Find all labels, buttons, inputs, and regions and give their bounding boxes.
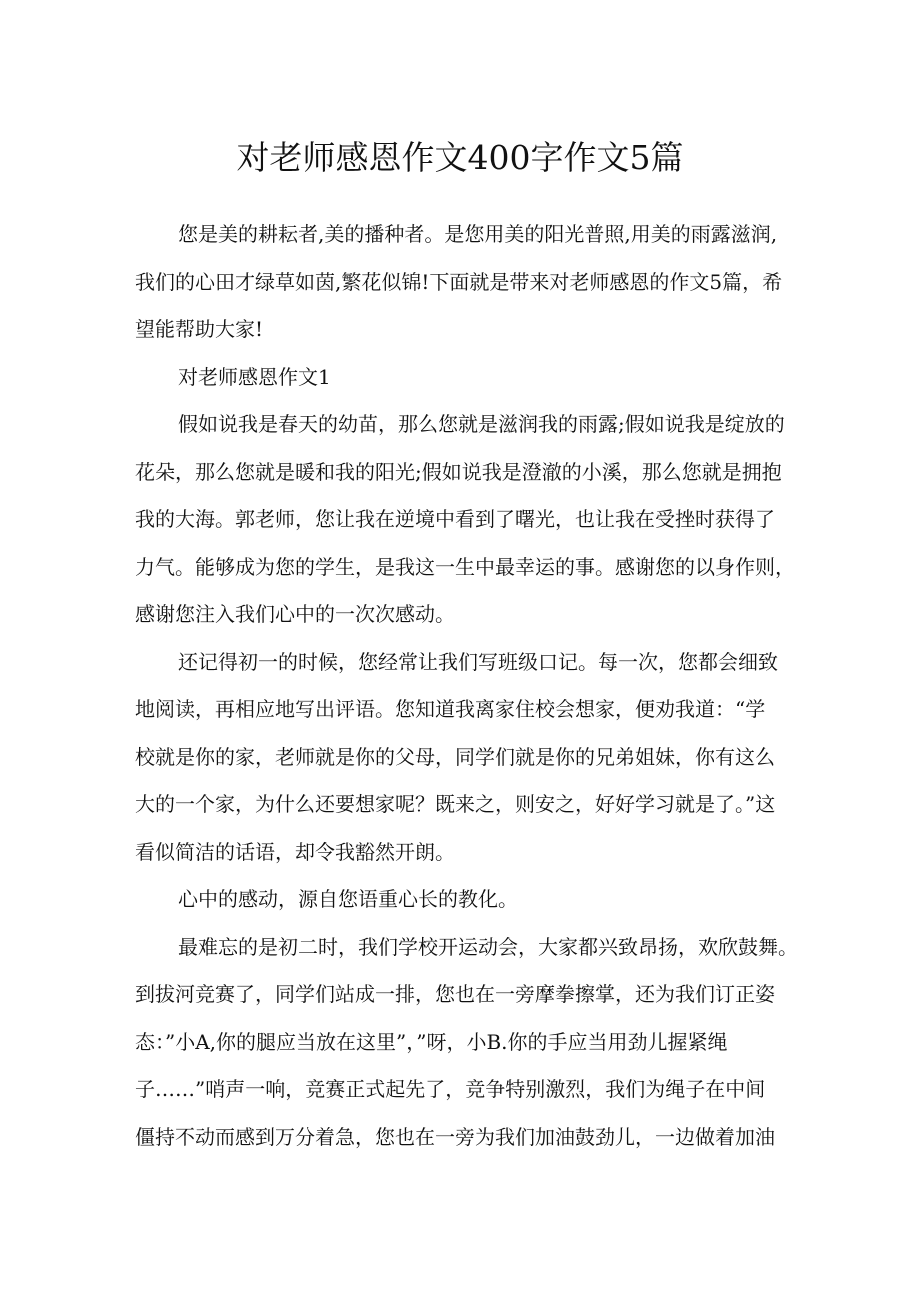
body-line: 态：”小A,你的腿应当放在这里”，”呀，小B.你的手应当用劲儿握紧绳 <box>135 1029 728 1054</box>
document-body <box>135 211 797 1161</box>
body-line: 看似简洁的话语，却令我豁然开朗。 <box>135 839 455 864</box>
body-line: 到拔河竞赛了，同学们站成一排，您也在一旁摩拳擦掌，还为我们订正姿 <box>135 982 775 1006</box>
document-title: 对老师感恩作文400字作文5篇 <box>236 138 684 177</box>
body-line: 僵持不动而感到万分着急，您也在一旁为我们加油鼓劲儿，一边做着加油 <box>135 1124 775 1149</box>
body-line: 望能帮助大家! <box>135 317 264 341</box>
body-line: 您是美的耕耘者,美的播种者。是您用美的阳光普照,用美的雨露滋润, <box>178 222 778 246</box>
body-line: 花朵，那么您就是暖和我的阳光;假如说我是澄澈的小溪，那么您就是拥抱 <box>135 459 782 484</box>
body-line: 力气。能够成为您的学生，是我这一生中最幸运的事。感谢您的以身作则， <box>135 554 795 579</box>
body-line: 还记得初一的时候，您经常让我们写班级口记。每一次，您都会细致 <box>178 649 778 674</box>
body-line: 感谢您注入我们心中的一次次感动。 <box>135 602 455 626</box>
body-line: 假如说我是春天的幼苗，那么您就是滋润我的雨露;假如说我是绽放的 <box>178 412 785 436</box>
body-line: 子……”哨声一响，竞赛正式起先了，竞争特别激烈，我们为绳子在中间 <box>135 1077 766 1101</box>
body-line: 校就是你的家，老师就是你的父母，同学们就是你的兄弟姐妹，你有这么 <box>135 744 775 769</box>
body-line: 大的一个家，为什么还要想家呢？既来之，则安之，好好学习就是了。”这 <box>135 792 776 816</box>
body-line: 最难忘的是初二时，我们学校开运动会，大家都兴致昂扬，欢欣鼓舞。 <box>178 934 798 959</box>
body-line: 地阅读，再相应地写出评语。您知道我离家住校会想家，便劝我道：“学 <box>135 697 766 721</box>
body-line: 心中的感动，源自您语重心长的教化。 <box>178 887 518 911</box>
body-line: 我的大海。郭老师，您让我在逆境中看到了曙光，也让我在受挫时获得了 <box>135 507 775 531</box>
section-heading: 对老师感恩作文1 <box>178 364 331 389</box>
body-line: 我们的心田才绿草如茵,繁花似锦!下面就是带来对老师感恩的作文5篇，希 <box>135 269 783 294</box>
